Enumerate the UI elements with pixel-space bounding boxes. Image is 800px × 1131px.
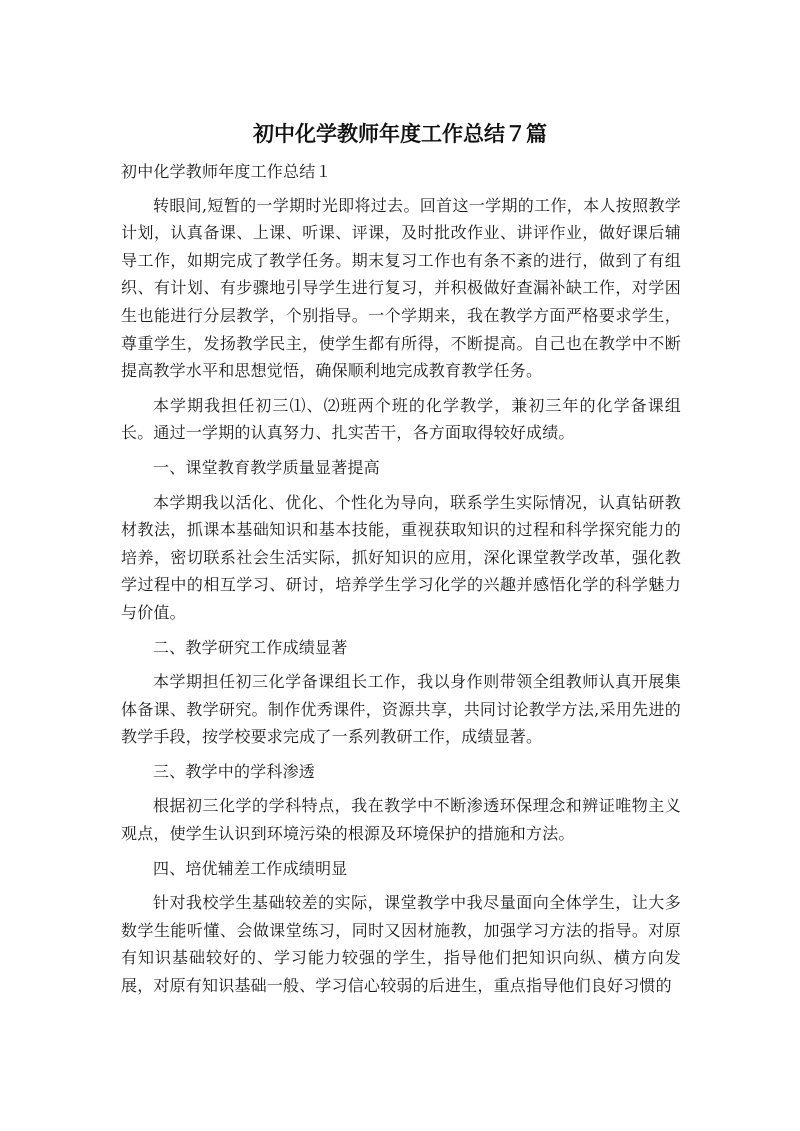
section-subtitle: 初中化学教师年度工作总结１ [121,162,332,181]
heading-section-2: 二、教学研究工作成绩显著 [153,637,348,657]
heading-section-3: 三、教学中的学科渗透 [153,761,316,781]
paragraph-role: 本学期我担任初三⑴、⑵班两个班的化学教学，兼初三年的化学备课组长。通过一学期的认真努力、扎实苦干，各方面取得较好成绩。 [121,395,681,443]
heading-section-1: 一、课堂教育教学质量显著提高 [153,457,380,477]
paragraph-section-3: 根据初三化学的学科特点，我在教学中不断渗透环保理念和辨证唯物主义观点，使学生认识到环境污染的根源及环境保护的措施和方法。 [121,796,681,844]
paragraph-intro: 转眼间,短暂的一学期时光即将过去。回首这一学期的工作，本人按照教学计划，认真备课、上课、听课、评课，及时批改作业、讲评作业，做好课后辅导工作，如期完成了教学任务。期末复习工作也有条不紊的进行，做到了有组织、有计划、有步骤地引导学生进行复习，并积极做好查漏补缺工作，对学困生也能进行分层教学，个别指导。一个学期来，我在教学方面严格要求学生，尊重学生，发扬教学民主，使学生都有所得，不断提高。自己也在教学中不断提高教学水平和思想觉悟，确保顺利地完成教育教学任务。 [121,195,681,381]
document-body [121,158,681,1000]
paragraph-section-4: 针对我校学生基础较差的实际，课堂教学中我尽量面向全体学生，让大多数学生能听懂、会做课堂练习，同时又因材施教，加强学习方法的指导。对原有知识基础较好的、学习能力较强的学生，指导他们把知识向纵、横方向发展，对原有知识基础一般、学习信心较弱的后进生，重点指导他们良好习惯的 [121,893,681,996]
paragraph-section-1: 本学期我以活化、优化、个性化为导向，联系学生实际情况，认真钻研教材教法，抓课本基础知识和基本技能，重视获取知识的过程和科学探究能力的培养，密切联系社会生活实际，抓好知识的应用，深化课堂教学改革，强化教学过程中的相互学习、研讨，培养学生学习化学的兴趣并感悟化学的科学魅力与价值。 [121,492,681,622]
paragraph-section-2: 本学期担任初三化学备课组长工作，我以身作则带领全组教师认真开展集体备课、教学研究。制作优秀课件，资源共享，共同讨论教学方法,采用先进的教学手段，按学校要求完成了一系列教研工作，成绩显著。 [121,672,681,747]
document-title: 初中化学教师年度工作总结７篇 [253,122,547,146]
heading-section-4: 四、培优辅差工作成绩明显 [153,858,348,878]
